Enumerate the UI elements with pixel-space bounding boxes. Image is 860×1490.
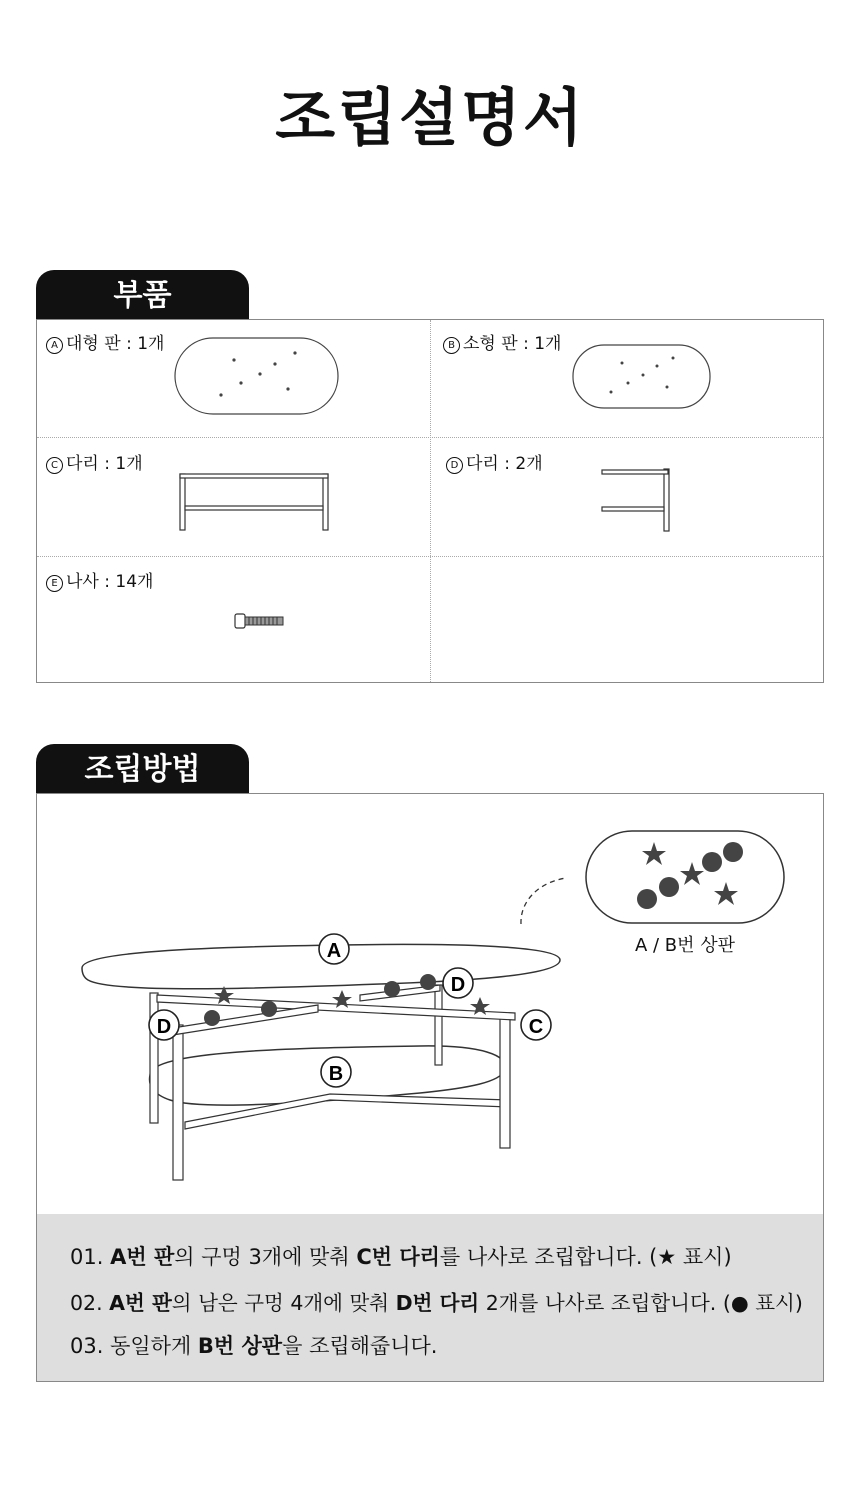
part-a-letter: A — [46, 337, 63, 354]
step-3: 03. 동일하게 B번 상판을 조립해줍니다. — [70, 1334, 438, 1358]
part-a-text: 대형 판 : 1개 — [66, 334, 165, 354]
part-b-text: 소형 판 : 1개 — [463, 334, 562, 354]
part-b-letter: B — [443, 337, 460, 354]
part-c-text: 다리 : 1개 — [66, 454, 143, 474]
part-c-letter: C — [46, 457, 63, 474]
assembly-tab: 조립방법 — [36, 744, 249, 794]
diagram-letter-a: A — [326, 940, 342, 962]
diagram-letter-d-right: D — [450, 974, 466, 996]
page-title: 조립설명서 — [275, 81, 585, 154]
diagram-letter-d-left: D — [156, 1016, 172, 1038]
step-1: 01. A번 판의 구멍 3개에 맞춰 C번 다리를 나사로 조립합니다. (★ 표시) — [70, 1245, 732, 1269]
diagram-letter-c: C — [528, 1016, 544, 1038]
inset-caption: A / B번 상판 — [634, 935, 736, 956]
diagram-letter-b: B — [328, 1063, 344, 1085]
part-e-letter: E — [46, 575, 63, 592]
part-d-text: 다리 : 2개 — [466, 454, 543, 474]
step-2: 02. A번 판의 남은 구멍 4개에 맞춰 D번 다리 2개를 나사로 조립합니다. (● 표시) — [70, 1291, 803, 1315]
parts-tab: 부품 — [36, 270, 249, 320]
part-d-letter: D — [446, 457, 463, 474]
part-e-text: 나사 : 14개 — [66, 572, 154, 592]
